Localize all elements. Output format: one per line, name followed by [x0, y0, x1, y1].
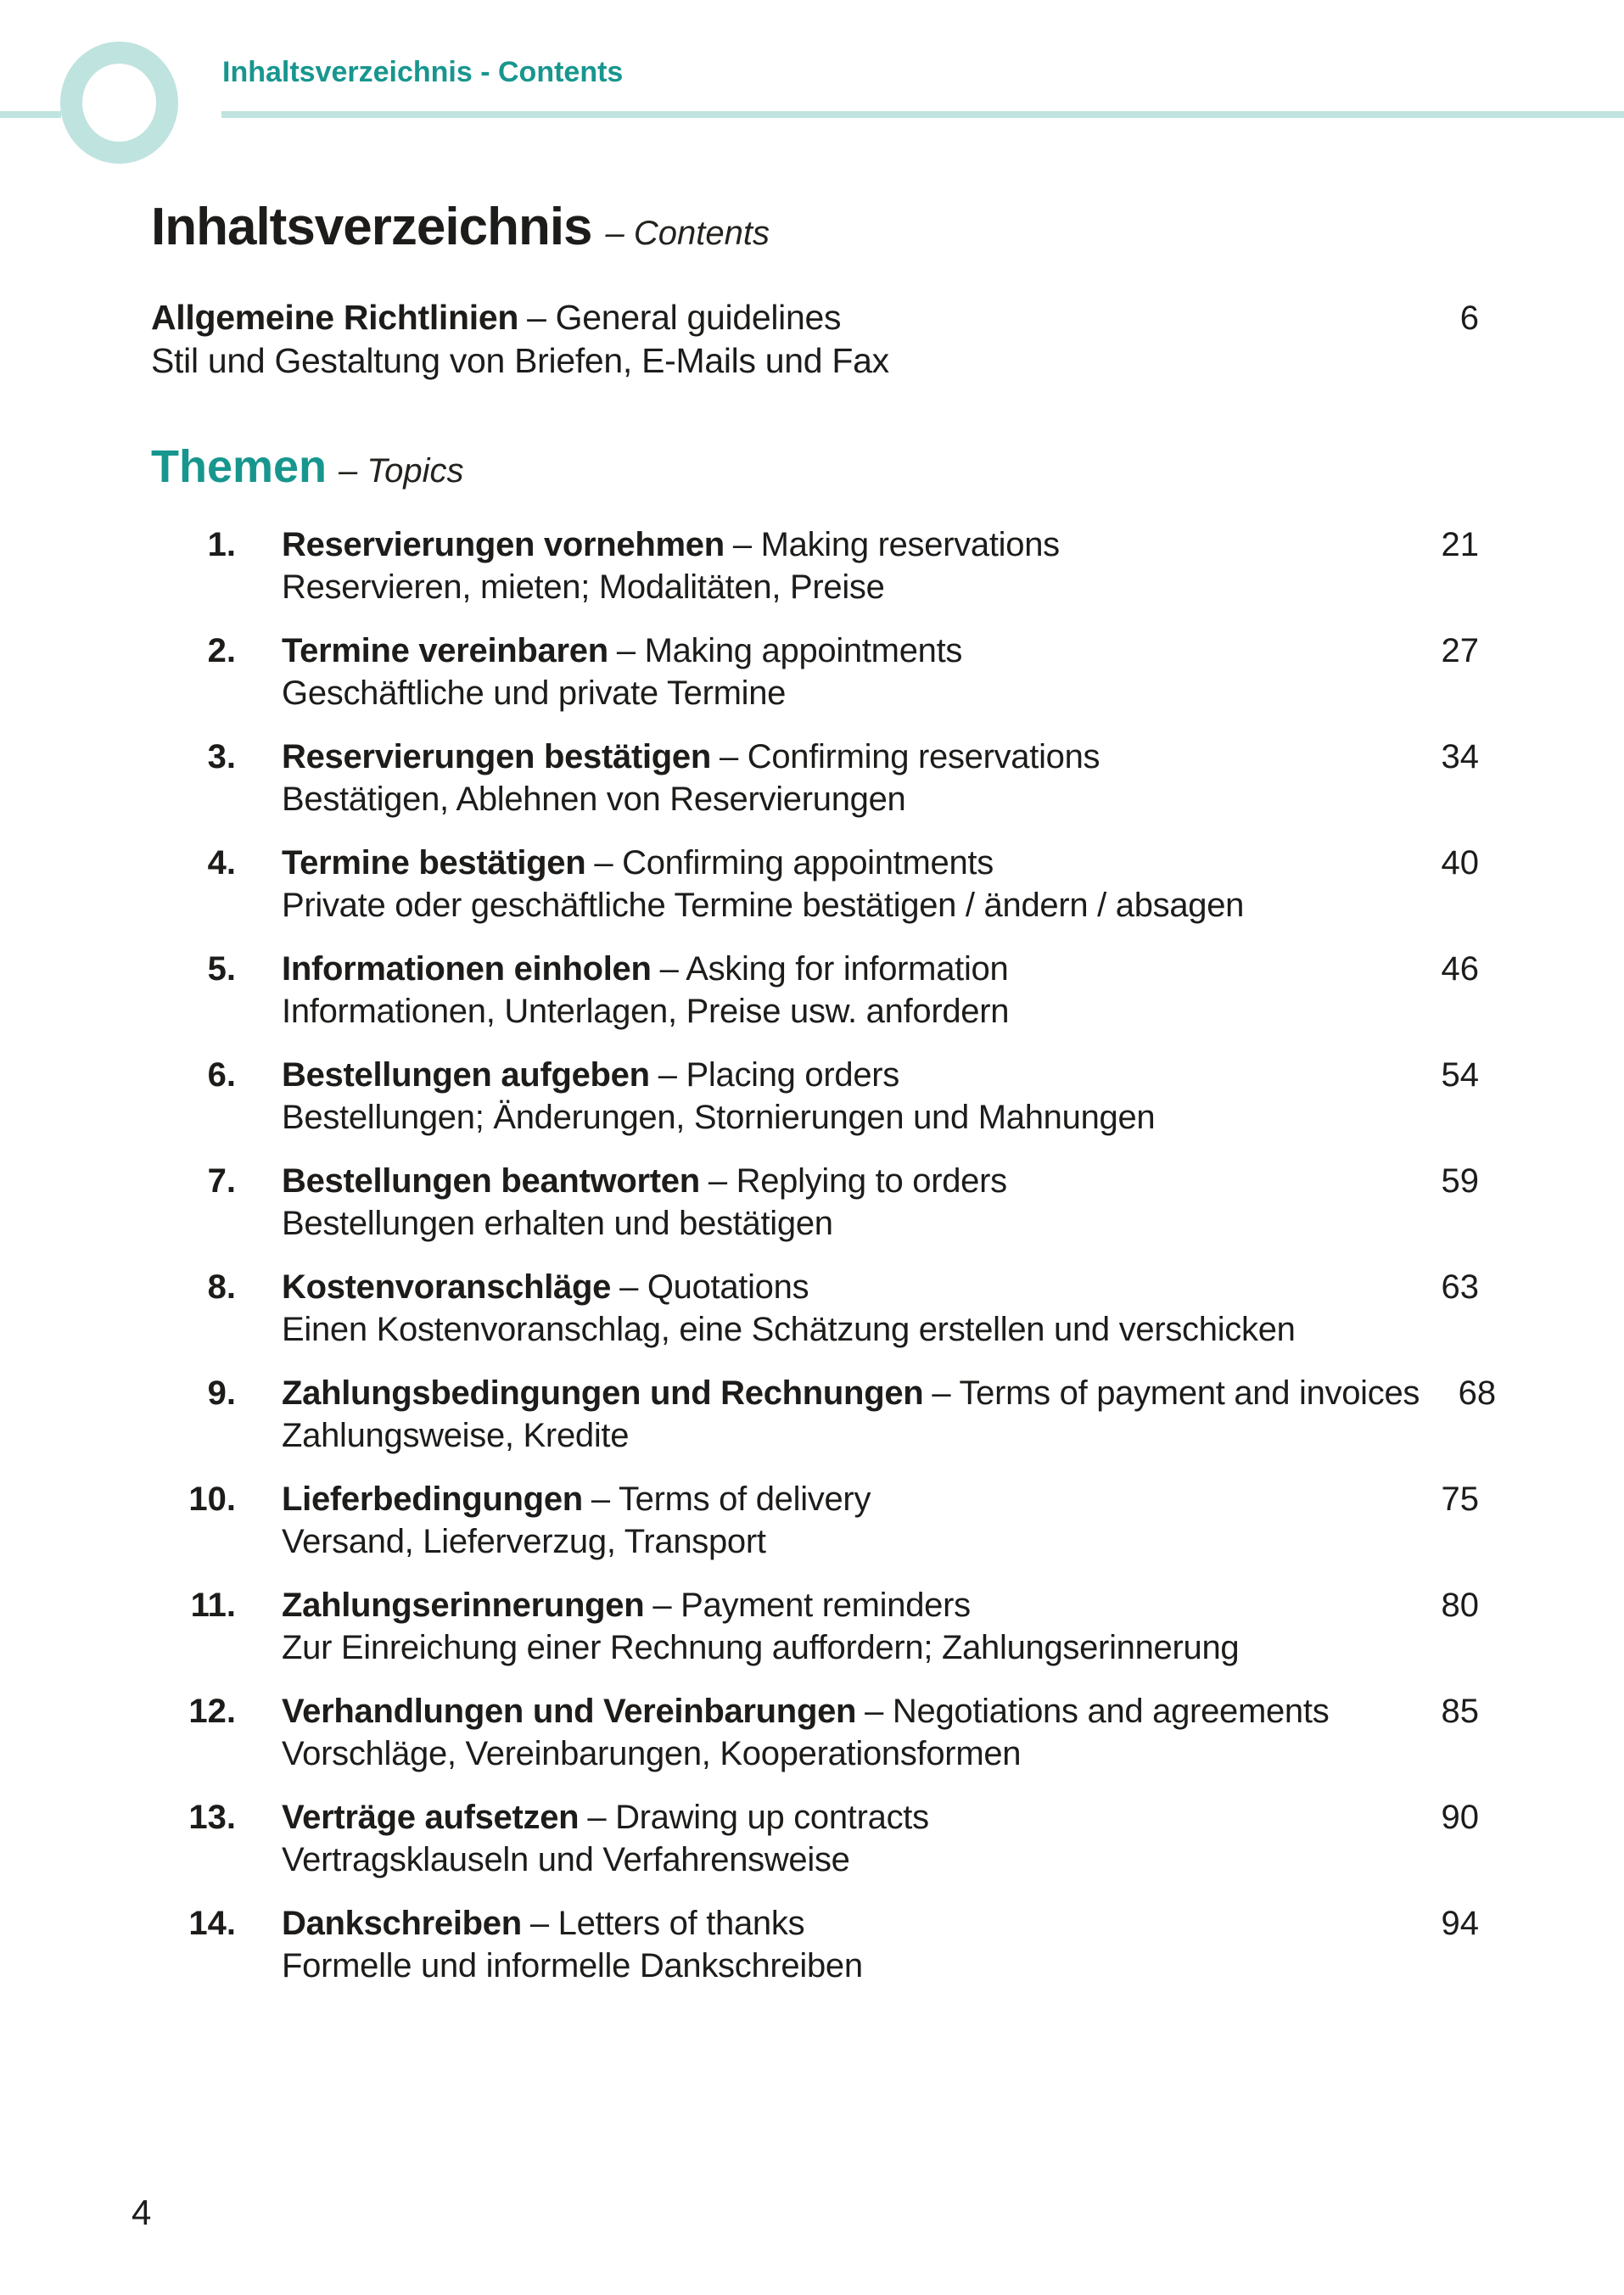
topics-list: [151, 523, 1497, 1987]
toc-item-title-de: Verhandlungen und Vereinbarungen: [282, 1693, 857, 1730]
toc-item-title-en: – Letters of thanks: [529, 1905, 805, 1942]
toc-item-page-number: 34: [1441, 738, 1479, 775]
toc-item-title-en: – Making appointments: [616, 632, 963, 669]
toc-item: [151, 523, 1479, 608]
toc-item-title-line: [282, 1054, 1479, 1096]
toc-item-subtitle: Einen Kostenvoranschlag, eine Schätzung erstellen und verschicken: [282, 1311, 1296, 1348]
toc-item-subtitle: Zahlungsweise, Kredite: [282, 1417, 630, 1454]
toc-item-title-de: Reservierungen bestätigen: [282, 738, 711, 775]
toc-item-content: [282, 630, 1479, 714]
general-guidelines-en: – General guidelines: [527, 298, 842, 337]
toc-item-title-line: [282, 523, 1479, 566]
folio-page-number: 4: [132, 2192, 152, 2232]
toc-item: [151, 630, 1479, 714]
toc-item-subtitle: Vertragsklauseln und Verfahrensweise: [282, 1841, 850, 1878]
toc-item-title-de: Termine bestätigen: [282, 844, 586, 882]
toc-item-content: [282, 736, 1479, 820]
toc-item-subtitle: Vorschläge, Vereinbarungen, Kooperationsformen: [282, 1735, 1022, 1772]
toc-item-title-en: – Terms of payment and invoices: [932, 1374, 1420, 1412]
toc-item-page-number: 21: [1441, 526, 1479, 563]
toc-item-title-de: Dankschreiben: [282, 1905, 522, 1942]
general-guidelines-subtitle: Stil und Gestaltung von Briefen, E-Mails und Fax: [151, 341, 889, 380]
toc-item-title-de: Zahlungserinnerungen: [282, 1587, 645, 1624]
toc-item-title-en: – Replying to orders: [708, 1162, 1007, 1200]
toc-item-subtitle: Bestätigen, Ablehnen von Reservierungen: [282, 781, 906, 818]
toc-item-subtitle: Reservieren, mieten; Modalitäten, Preise: [282, 568, 885, 606]
topics-heading: [151, 439, 1479, 498]
toc-item-title-line: [282, 1584, 1479, 1626]
general-guidelines-title-line: [151, 296, 1479, 339]
toc-item-title-line: [282, 1266, 1479, 1308]
toc-item-page-number: 46: [1441, 950, 1479, 988]
toc-item-number: 12.: [188, 1693, 236, 1730]
toc-item-subtitle: Bestellungen; Änderungen, Stornierungen und Mahnungen: [282, 1099, 1156, 1136]
page-title: [151, 200, 1479, 260]
toc-item-content: [282, 948, 1479, 1033]
toc-item-number: 2.: [207, 632, 236, 669]
header-rule-left: [0, 111, 61, 118]
toc-item-subtitle: Versand, Lieferverzug, Transport: [282, 1523, 766, 1560]
toc-item-title-line: [282, 1160, 1479, 1202]
toc-item-title-de: Bestellungen beantworten: [282, 1162, 700, 1200]
toc-item-number: 1.: [207, 526, 236, 563]
toc-item-content: [282, 1372, 1497, 1457]
toc-item-content: [282, 1266, 1479, 1351]
toc-item-number: 3.: [207, 738, 236, 775]
toc-item-title-de: Lieferbedingungen: [282, 1481, 583, 1518]
toc-item-page-number: 80: [1441, 1587, 1479, 1624]
toc-item-number: 11.: [190, 1587, 236, 1624]
toc-item: [151, 1796, 1479, 1881]
toc-item-subtitle: Formelle und informelle Dankschreiben: [282, 1947, 863, 1984]
toc-item-page-number: 27: [1441, 632, 1479, 669]
toc-item: [151, 948, 1479, 1033]
toc-item-number: 5.: [207, 950, 236, 988]
toc-item-page-number: 63: [1441, 1268, 1479, 1306]
toc-item-subtitle: Bestellungen erhalten und bestätigen: [282, 1205, 833, 1242]
toc-item-content: [282, 1690, 1479, 1775]
toc-item-number: 6.: [207, 1056, 236, 1094]
toc-item-subtitle: Geschäftliche und private Termine: [282, 675, 787, 712]
general-guidelines-page-number: 6: [1459, 299, 1479, 337]
toc-item-title-en: – Negotiations and agreements: [865, 1693, 1330, 1730]
toc-item-title-de: Zahlungsbedingungen und Rechnungen: [282, 1374, 924, 1412]
toc-item-page-number: 75: [1441, 1481, 1479, 1518]
toc-item-title-de: Verträge aufsetzen: [282, 1799, 580, 1836]
toc-item-title-line: [282, 1902, 1479, 1945]
toc-item-page-number: 68: [1458, 1374, 1497, 1412]
toc-item-title-en: – Confirming reservations: [720, 738, 1100, 775]
toc-item-number: 9.: [207, 1374, 236, 1412]
toc-item: [151, 1160, 1479, 1245]
general-guidelines-de: Allgemeine Richtlinien: [151, 298, 519, 337]
toc-item-page-number: 85: [1441, 1693, 1479, 1730]
toc-item-title-de: Termine vereinbaren: [282, 632, 608, 669]
toc-content: [151, 198, 1497, 2008]
toc-item-content: [282, 1478, 1479, 1563]
page-title-de: Inhaltsverzeichnis: [151, 198, 592, 256]
toc-item-title-line: [282, 630, 1479, 672]
toc-item-page-number: 90: [1441, 1799, 1479, 1836]
toc-item: [151, 736, 1479, 820]
toc-item-number: 10.: [188, 1481, 236, 1518]
toc-item-title-de: Informationen einholen: [282, 950, 652, 988]
topics-heading-en: – Topics: [339, 452, 464, 490]
topics-heading-de: Themen: [151, 441, 328, 492]
toc-item-title-en: – Making reservations: [732, 526, 1060, 563]
toc-item-title-line: [282, 736, 1479, 778]
toc-item: [151, 1690, 1479, 1775]
toc-item-title-line: [282, 1690, 1479, 1732]
toc-item-subtitle: Informationen, Unterlagen, Preise usw. anfordern: [282, 993, 1010, 1030]
toc-item-content: [282, 1796, 1479, 1881]
toc-item-title-en: – Quotations: [619, 1268, 809, 1306]
ring-logo-icon: [60, 42, 178, 164]
toc-item-title-en: – Placing orders: [658, 1056, 900, 1094]
toc-item-title-de: Bestellungen aufgeben: [282, 1056, 650, 1094]
toc-item-page-number: 54: [1441, 1056, 1479, 1094]
page-title-en: – Contents: [605, 215, 770, 252]
general-guidelines-entry: [151, 296, 1479, 382]
toc-item-page-number: 94: [1441, 1905, 1479, 1942]
toc-item-title-line: [282, 948, 1479, 990]
toc-item-title-de: Kostenvoranschläge: [282, 1268, 612, 1306]
toc-item-title-line: [282, 1796, 1479, 1839]
toc-item: [151, 1902, 1479, 1987]
header-rule-right: [221, 111, 1624, 118]
toc-item-title-line: [282, 1372, 1497, 1414]
toc-item-number: 14.: [188, 1905, 236, 1942]
toc-item-title-en: – Terms of delivery: [591, 1481, 871, 1518]
toc-item-content: [282, 1584, 1479, 1669]
toc-item-title-de: Reservierungen vornehmen: [282, 526, 725, 563]
toc-item-title-en: – Drawing up contracts: [587, 1799, 929, 1836]
toc-item-number: 8.: [207, 1268, 236, 1306]
toc-item-title-line: [282, 842, 1479, 884]
toc-item: [151, 1266, 1479, 1351]
toc-item-title-line: [282, 1478, 1479, 1520]
toc-item: [151, 842, 1479, 926]
toc-item: [151, 1054, 1479, 1139]
toc-item: [151, 1584, 1479, 1669]
toc-item-title-en: – Payment reminders: [652, 1587, 971, 1624]
toc-item-subtitle: Private oder geschäftliche Termine bestätigen / ändern / absagen: [282, 887, 1245, 924]
toc-item-subtitle: Zur Einreichung einer Rechnung auffordern; Zahlungserinnerung: [282, 1629, 1240, 1666]
running-header: Inhaltsverzeichnis - Contents: [222, 56, 624, 88]
toc-item-title-en: – Confirming appointments: [594, 844, 994, 882]
toc-item-page-number: 59: [1441, 1162, 1479, 1200]
toc-item-content: [282, 1054, 1479, 1139]
toc-item: [151, 1372, 1497, 1457]
toc-item-content: [282, 523, 1479, 608]
toc-item-number: 7.: [207, 1162, 236, 1200]
toc-item-number: 4.: [207, 844, 236, 882]
toc-item-title-en: – Asking for information: [659, 950, 1009, 988]
toc-item-content: [282, 1160, 1479, 1245]
toc-item: [151, 1478, 1479, 1563]
toc-item-page-number: 40: [1441, 844, 1479, 882]
toc-item-content: [282, 1902, 1479, 1987]
toc-item-number: 13.: [188, 1799, 236, 1836]
toc-item-content: [282, 842, 1479, 926]
